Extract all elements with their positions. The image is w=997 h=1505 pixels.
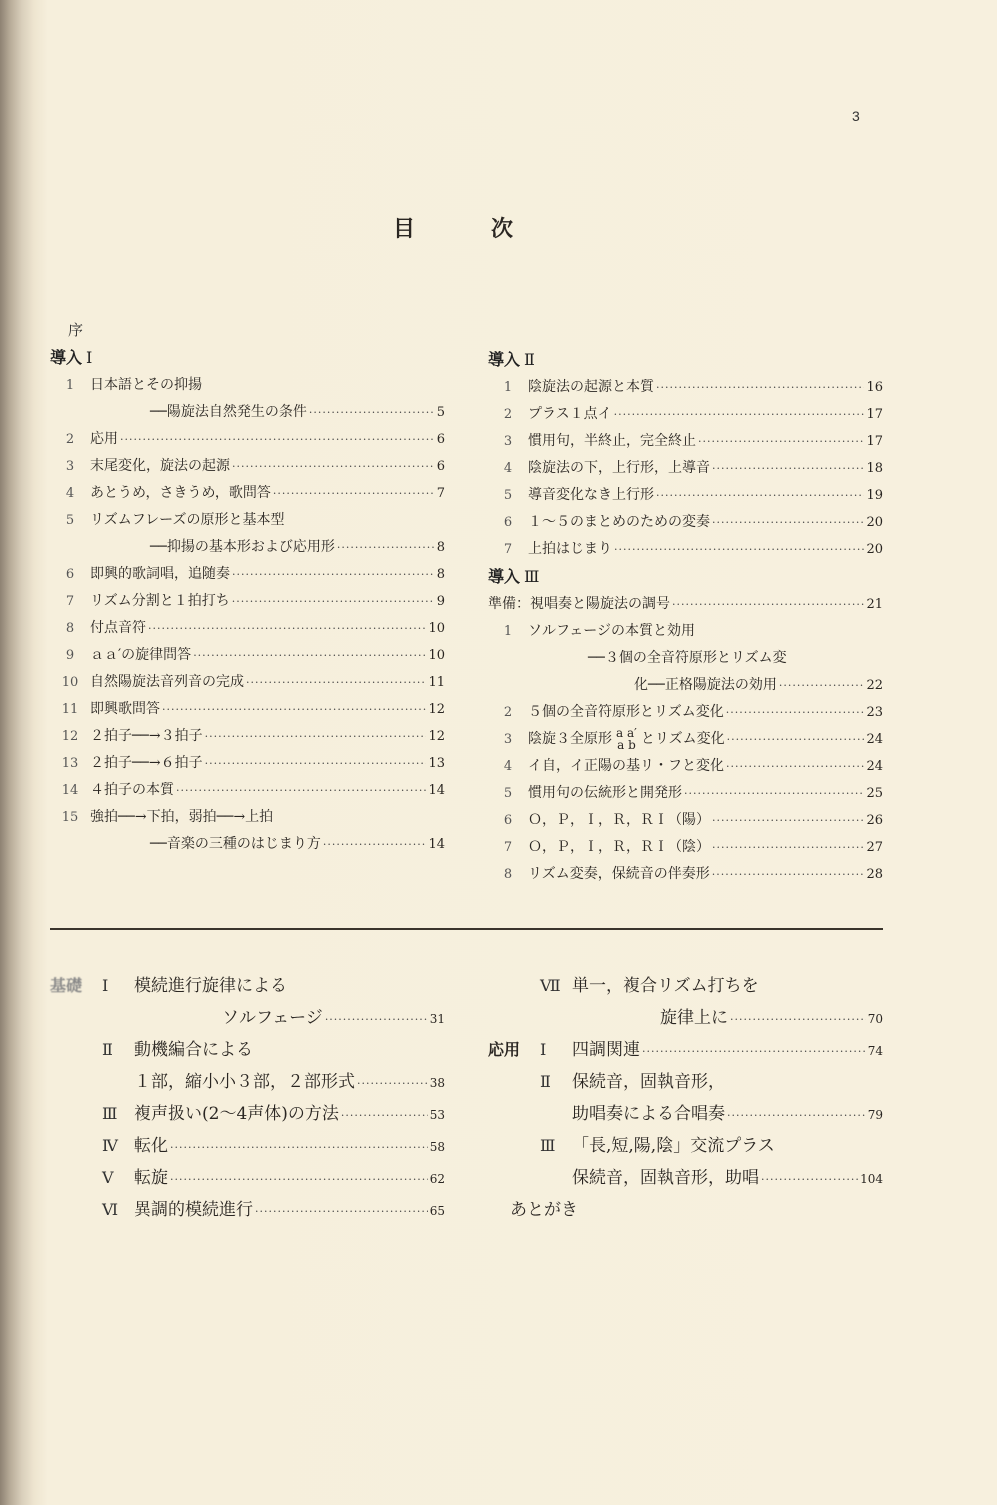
toc-entry[interactable]	[488, 401, 883, 428]
entry-title: ４拍子の本質	[90, 782, 174, 798]
entry-page: 9	[436, 594, 445, 609]
entry-page: 12	[428, 729, 445, 744]
entry-page: 18	[866, 461, 883, 476]
roman-numeral: Ⅵ	[102, 1200, 119, 1219]
entry-page: 20	[866, 515, 883, 530]
entry-title: Ｏ，Ｐ，Ｉ，Ｒ，ＲＩ（陰）	[528, 839, 710, 855]
entry-title: 慣用句，半終止，完全終止	[528, 433, 696, 449]
entry-title: あとうめ，さきうめ，歌問答	[90, 485, 271, 501]
leader-dots	[779, 672, 865, 699]
entry-page: 31	[429, 1012, 445, 1026]
entry-number: 3	[503, 434, 513, 449]
leader-dots	[232, 453, 435, 480]
entry-number: 10	[61, 675, 79, 690]
entry-page: 21	[866, 597, 883, 612]
toc-part-entry[interactable]	[488, 1098, 883, 1130]
entry-page: 65	[429, 1204, 445, 1218]
entry-page: 5	[436, 405, 445, 420]
entry-title: ──音楽の三種のはじまり方	[150, 836, 321, 852]
toc-part-entry[interactable]	[50, 1194, 445, 1226]
toc-entry[interactable]	[488, 455, 883, 482]
toc-entry[interactable]	[488, 834, 883, 861]
entry-number: 9	[65, 648, 75, 663]
leader-dots	[148, 615, 426, 642]
leader-dots	[232, 561, 435, 588]
entry-number: 12	[61, 729, 79, 744]
roman-numeral: Ⅶ	[540, 976, 561, 995]
entry-title: 強拍──→下拍，弱拍──→上拍	[90, 809, 274, 825]
entry-number: 2	[503, 407, 513, 422]
leader-dots	[341, 1100, 428, 1132]
toc-entry[interactable]	[50, 426, 445, 453]
leader-dots	[162, 696, 426, 723]
section-heading-intro1: 導入 Ⅰ	[50, 348, 93, 367]
leader-dots	[712, 861, 865, 888]
title-char-1: 目	[393, 217, 416, 242]
leader-dots	[205, 723, 427, 750]
toc-entry[interactable]	[50, 696, 445, 723]
entry-page: 19	[866, 488, 883, 503]
entry-page: 10	[428, 648, 445, 663]
entry-title: 四調関連	[572, 1040, 640, 1060]
entry-page: 7	[436, 486, 445, 501]
entry-page: 11	[428, 675, 445, 690]
entry-page: 26	[866, 813, 883, 828]
toc-entry[interactable]	[488, 753, 883, 780]
roman-numeral: Ⅳ	[102, 1136, 118, 1155]
roman-numeral: Ⅴ	[102, 1168, 114, 1187]
entry-number: 1	[503, 624, 513, 639]
entry-title: 異調的模続進行	[134, 1200, 253, 1220]
entry-page: 27	[866, 840, 883, 855]
entry-title: 導音変化なき上行形	[528, 487, 654, 503]
toc-entry[interactable]	[488, 482, 883, 509]
toc-entry[interactable]	[488, 374, 883, 401]
entry-title: ａａ′の旋律問答	[90, 647, 192, 663]
toc-entry[interactable]	[488, 699, 883, 726]
leader-dots	[684, 780, 864, 807]
entry-title: 付点音符	[90, 620, 146, 636]
toc-entry[interactable]	[50, 804, 445, 831]
entry-title: 化──正格陽旋法の効用	[634, 677, 777, 693]
entry-number: 7	[65, 594, 75, 609]
entry-number: 7	[503, 840, 513, 855]
leader-dots	[672, 591, 864, 618]
entry-page: 6	[436, 459, 445, 474]
entry-title: イ自，イ正陽の基リ・フと変化	[528, 758, 724, 774]
toc-entry[interactable]	[50, 831, 445, 858]
entry-page: 79	[867, 1108, 883, 1122]
roman-numeral: Ⅲ	[540, 1136, 556, 1155]
entry-title: ５個の全音符原形とリズム変化	[528, 704, 724, 720]
toc-part-entry[interactable]	[50, 1098, 445, 1130]
intro3-entries	[488, 618, 883, 888]
leader-dots	[761, 1164, 858, 1196]
toc-entry[interactable]	[50, 480, 445, 507]
entry-title: ２拍子──→６拍子	[90, 755, 203, 771]
entry-page: 58	[429, 1140, 445, 1154]
entry-page: 53	[429, 1108, 445, 1122]
entry-title: 単一，複合リズム打ちを	[572, 976, 759, 996]
toc-part-entry[interactable]	[488, 1162, 883, 1194]
entry-title: 応用	[90, 431, 118, 447]
entry-title: 「長,短,陽,陰」交流プラス	[572, 1136, 775, 1156]
toc-entry[interactable]	[488, 861, 883, 888]
entry-number: 5	[65, 513, 75, 528]
entry-title: リズムフレーズの原形と基本型	[90, 512, 285, 528]
entry-number: 4	[65, 486, 75, 501]
toc-part-entry[interactable]	[50, 1066, 445, 1098]
entry-title: 保続音，固執音形，	[572, 1072, 725, 1092]
entry-page: 12	[428, 702, 445, 717]
entry-title: ソルフェージの本質と効用	[528, 623, 696, 639]
leader-dots	[712, 807, 864, 834]
entry-page: 10	[428, 621, 445, 636]
leader-dots	[309, 399, 435, 426]
toc-entry[interactable]	[488, 428, 883, 455]
entry-page: 14	[428, 837, 445, 852]
entry-page: 28	[866, 867, 883, 882]
entry-title: ──３個の全音符原形とリズム変	[588, 650, 787, 666]
entry-title: リズム変奏，保続音の伴奏形	[528, 866, 710, 882]
toc-entry[interactable]	[488, 780, 883, 807]
toc-entry[interactable]	[50, 561, 445, 588]
toc-entry[interactable]	[488, 726, 883, 753]
leader-dots	[357, 1068, 428, 1100]
entry-number: 3	[503, 732, 513, 747]
entry-number: 11	[61, 702, 79, 717]
entry-title: Ｏ，Ｐ，Ｉ，Ｒ，ＲＩ（陽）	[528, 812, 710, 828]
leader-dots	[176, 777, 426, 804]
leader-dots	[712, 834, 864, 861]
toc-entry-prep[interactable]	[488, 591, 883, 618]
entry-page: 13	[428, 756, 445, 771]
leader-dots	[193, 642, 426, 669]
basics-column	[50, 970, 445, 1226]
entry-number: 1	[65, 378, 75, 393]
entry-page: 104	[860, 1172, 883, 1186]
entry-page: 22	[866, 678, 883, 693]
intro1-entries	[50, 372, 445, 858]
leader-dots	[205, 750, 427, 777]
leader-dots	[712, 509, 864, 536]
toc-preface[interactable]: 序	[68, 321, 84, 339]
entry-page: 17	[866, 434, 883, 449]
toc-part-entry[interactable]	[488, 1130, 883, 1162]
leader-dots	[727, 726, 865, 753]
leader-dots	[656, 482, 864, 509]
leader-dots	[170, 1132, 428, 1164]
leader-dots	[325, 1004, 428, 1036]
entry-number: 6	[503, 813, 513, 828]
leader-dots	[698, 428, 864, 455]
entry-number: 4	[503, 461, 513, 476]
leader-dots	[614, 536, 864, 563]
toc-entry[interactable]	[488, 672, 883, 699]
entry-page: 8	[436, 540, 445, 555]
entry-number: 2	[65, 432, 75, 447]
entry-title: リズム分割と１拍打ち	[90, 593, 230, 609]
toc-part-entry[interactable]	[488, 1002, 883, 1034]
entry-page: 6	[436, 432, 445, 447]
entry-number: 13	[61, 756, 79, 771]
entry-number: 6	[65, 567, 75, 582]
entry-title: ソルフェージ	[222, 1008, 323, 1028]
leader-dots	[246, 669, 426, 696]
toc-part-entry[interactable]	[488, 1034, 883, 1066]
toc-entry[interactable]	[50, 534, 445, 561]
toc-entry[interactable]	[50, 615, 445, 642]
leader-dots	[337, 534, 435, 561]
part-label: 基礎	[50, 976, 83, 995]
entry-page: 20	[866, 542, 883, 557]
entry-page: 62	[429, 1172, 445, 1186]
leader-dots	[727, 1100, 866, 1132]
toc-entry[interactable]	[488, 536, 883, 563]
entry-number: 5	[503, 488, 513, 503]
entry-title: 自然陽旋法音列音の完成	[90, 674, 244, 690]
entry-title: あとがき	[510, 1200, 578, 1220]
entry-number: 3	[65, 459, 75, 474]
entry-page: 24	[866, 759, 883, 774]
entry-title: 模続進行旋律による	[134, 976, 287, 996]
toc-entry[interactable]	[50, 453, 445, 480]
entry-number: 6	[503, 515, 513, 530]
entry-page: 16	[866, 380, 883, 395]
leader-dots	[232, 588, 435, 615]
leader-dots	[730, 1004, 866, 1036]
entry-page: 38	[429, 1076, 445, 1090]
roman-numeral: Ⅲ	[102, 1104, 118, 1123]
entry-number: 1	[503, 380, 513, 395]
entry-title: 日本語とその抑揚	[90, 377, 202, 393]
entry-page: 23	[866, 705, 883, 720]
entry-title: 陰旋法の起源と本質	[528, 379, 654, 395]
roman-numeral: Ⅱ	[540, 1072, 551, 1091]
toc-part-entry[interactable]	[50, 1162, 445, 1194]
entry-number: 7	[503, 542, 513, 557]
entry-page: 24	[866, 732, 883, 747]
applications-column	[488, 970, 883, 1226]
entry-page: 70	[867, 1012, 883, 1026]
entry-title: 上拍はじまり	[528, 541, 612, 557]
leader-dots	[726, 699, 865, 726]
toc-left-column	[50, 316, 445, 858]
entry-number: 5	[503, 786, 513, 801]
entry-title: 慣用句の伝統形と開発形	[528, 785, 682, 801]
entry-page: 17	[866, 407, 883, 422]
roman-numeral: Ⅱ	[102, 1040, 113, 1059]
toc-part-entry[interactable]	[50, 1130, 445, 1162]
leader-dots	[712, 455, 864, 482]
entry-number: 4	[503, 759, 513, 774]
entry-title: 助唱奏による合唱奏	[572, 1104, 725, 1124]
toc-entry[interactable]	[488, 618, 883, 645]
toc-entry[interactable]	[488, 645, 883, 672]
toc-entry[interactable]	[50, 642, 445, 669]
entry-page: 14	[428, 783, 445, 798]
leader-dots	[323, 831, 427, 858]
toc-entry[interactable]	[50, 669, 445, 696]
entry-title: 保続音，固執音形，助唱	[572, 1168, 759, 1188]
entry-number: 15	[61, 810, 79, 825]
stacked-notation: a a′ a b	[616, 726, 637, 752]
entry-page: 25	[866, 786, 883, 801]
section-heading-intro3: 導入 Ⅲ	[488, 567, 540, 586]
entry-number: 2	[503, 705, 513, 720]
toc-part-entry[interactable]	[50, 1034, 445, 1066]
entry-title: 陰旋法の下，上行形，上導音	[528, 460, 710, 476]
toc-entry[interactable]	[50, 777, 445, 804]
toc-entry[interactable]	[50, 372, 445, 399]
entry-title: ２拍子──→３拍子	[90, 728, 203, 744]
toc-entry[interactable]	[50, 588, 445, 615]
roman-numeral: Ⅰ	[102, 976, 109, 995]
toc-part-entry[interactable]	[50, 970, 445, 1002]
entry-title: 動機編合による	[134, 1040, 253, 1060]
entry-title: プラス１点イ	[528, 406, 612, 422]
leader-dots	[170, 1164, 428, 1196]
leader-dots	[273, 480, 435, 507]
entry-title: 即興的歌詞唱，追随奏	[90, 566, 230, 582]
entry-number: 14	[61, 783, 79, 798]
title-char-2: 次	[491, 217, 514, 242]
page-number: 3	[852, 108, 860, 124]
toc-entry[interactable]	[50, 507, 445, 534]
entry-page: 8	[436, 567, 445, 582]
roman-numeral: Ⅰ	[540, 1040, 547, 1059]
entry-title: 転化	[134, 1136, 168, 1156]
part-label: 応用	[488, 1040, 521, 1059]
section-divider-rule	[50, 928, 883, 930]
toc-right-column	[488, 346, 883, 888]
entry-title: １部，縮小小３部，２部形式	[134, 1072, 355, 1092]
toc-part-entry[interactable]	[50, 1002, 445, 1034]
entry-title: 末尾変化，旋法の起源	[90, 458, 230, 474]
toc-entry[interactable]	[50, 723, 445, 750]
entry-title: 転旋	[134, 1168, 168, 1188]
page-title	[393, 212, 513, 243]
entry-title: ──陽旋法自然発生の条件	[150, 404, 307, 420]
toc-entry[interactable]	[50, 750, 445, 777]
leader-dots	[642, 1036, 866, 1068]
toc-entry[interactable]	[488, 807, 883, 834]
toc-entry[interactable]	[488, 509, 883, 536]
leader-dots	[656, 374, 864, 401]
intro2-entries	[488, 374, 883, 563]
section-heading-intro2: 導入 Ⅱ	[488, 350, 535, 369]
entry-title: 陰旋３全原形 a a′ a b とリズム変化	[528, 726, 725, 752]
entry-number: 8	[65, 621, 75, 636]
entry-title: 即興歌問答	[90, 701, 160, 717]
entry-title: 複声扱い(2～4声体)の方法	[134, 1104, 339, 1124]
entry-title: １～５のまとめのための変奏	[528, 514, 710, 530]
leader-dots	[726, 753, 864, 780]
toc-entry[interactable]	[50, 399, 445, 426]
leader-dots	[120, 426, 435, 453]
entry-page: 74	[867, 1044, 883, 1058]
entry-number: 8	[503, 867, 513, 882]
entry-title: 準備：視唱奏と陽旋法の調号	[488, 596, 670, 612]
toc-part-entry[interactable]	[488, 1066, 883, 1098]
toc-part-entry[interactable]	[488, 970, 883, 1002]
entry-title: 旋律上に	[660, 1008, 728, 1028]
toc-entry-afterword[interactable]	[488, 1194, 883, 1226]
leader-dots	[614, 401, 865, 428]
entry-title: ──抑揚の基本形および応用形	[150, 539, 335, 555]
leader-dots	[255, 1196, 428, 1228]
